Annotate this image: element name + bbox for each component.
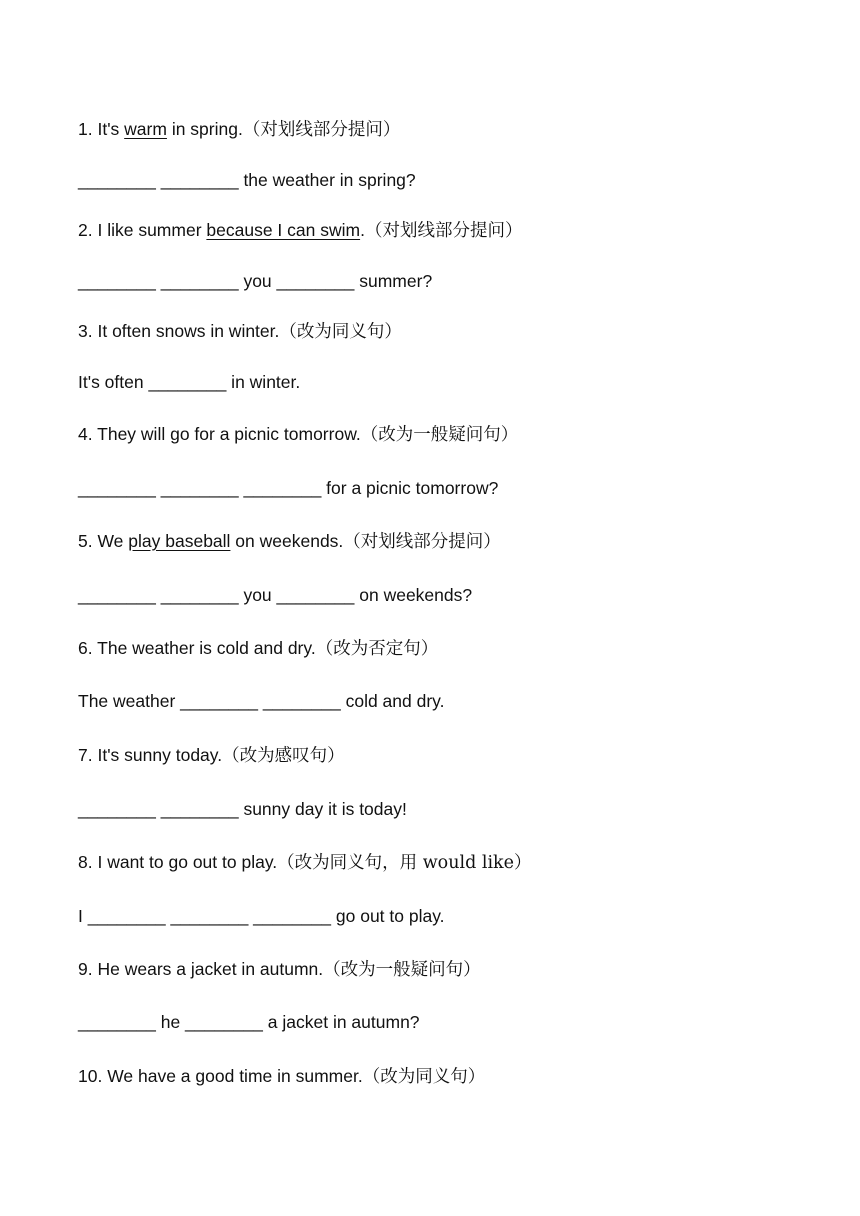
- question-5: [78, 530, 501, 553]
- question-text: I like summer: [97, 220, 207, 240]
- question-number: 5.: [78, 531, 93, 551]
- answer-line-2: ________ ________ you ________ summer?: [78, 271, 433, 291]
- question-text: on weekends.: [230, 531, 344, 551]
- question-text: We have a good time in summer.: [107, 1066, 363, 1086]
- answer-line-9: ________ he ________ a jacket in autumn?: [78, 1012, 420, 1032]
- question-number: 3.: [78, 321, 93, 341]
- question-number: 8.: [78, 852, 93, 872]
- instruction-note: （对划线部分提问）: [242, 120, 401, 140]
- instruction-note: （改为一般疑问句）: [360, 425, 519, 445]
- instruction-note: （改为同义句）: [362, 1067, 486, 1087]
- question-1: [78, 118, 400, 141]
- question-2: [78, 219, 522, 242]
- question-text: The weather is cold and dry.: [97, 638, 316, 658]
- question-9: [78, 958, 481, 981]
- question-text: He wears a jacket in autumn.: [97, 959, 324, 979]
- instruction-note: （改为一般疑问句）: [323, 960, 481, 980]
- answer-line-3: It's often ________ in winter.: [78, 372, 301, 392]
- question-text: in spring.: [166, 119, 243, 139]
- instruction-note: （改为否定句）: [315, 639, 439, 659]
- question-text: It's sunny today.: [97, 745, 223, 765]
- question-number: 1.: [78, 119, 93, 139]
- instruction-note: （对划线部分提问）: [343, 532, 501, 552]
- question-number: 10.: [78, 1066, 103, 1086]
- question-text: They will go for a picnic tomorrow.: [97, 424, 361, 444]
- question-10: [78, 1065, 485, 1088]
- instruction-note: （对划线部分提问）: [364, 221, 523, 241]
- question-number: 7.: [78, 745, 93, 765]
- question-6: [78, 637, 438, 660]
- question-text: It often snows in winter.: [97, 321, 280, 341]
- answer-line-5: ________ ________ you ________ on weekends?: [78, 585, 473, 605]
- instruction-note: （改为感叹句）: [222, 746, 345, 766]
- question-text: .: [360, 220, 365, 240]
- question-number: 9.: [78, 959, 93, 979]
- question-3: [78, 320, 402, 343]
- instruction-note: （改为同义句）: [279, 322, 402, 342]
- question-text: We: [97, 531, 129, 551]
- answer-line-8: I ________ ________ ________ go out to play.: [78, 906, 445, 926]
- instruction-note: （改为同义句，用 would like）: [277, 853, 532, 873]
- answer-line-7: ________ ________ sunny day it is today!: [78, 799, 407, 819]
- question-text: It's: [97, 119, 125, 139]
- question-number: 6.: [78, 638, 93, 658]
- underlined-text: because I can swim: [206, 220, 361, 240]
- answer-line-1: ________ ________ the weather in spring?: [78, 170, 416, 190]
- answer-line-6: The weather ________ ________ cold and dry.: [78, 691, 445, 711]
- question-number: 4.: [78, 424, 93, 444]
- question-4: [78, 423, 518, 446]
- question-8: [78, 851, 532, 874]
- question-7: [78, 744, 345, 767]
- question-text: I want to go out to play.: [97, 852, 278, 872]
- underlined-text: warm: [124, 119, 167, 139]
- question-number: 2.: [78, 220, 93, 240]
- underlined-text: play baseball: [128, 531, 231, 551]
- answer-line-4: ________ ________ ________ for a picnic tomorrow?: [78, 478, 499, 498]
